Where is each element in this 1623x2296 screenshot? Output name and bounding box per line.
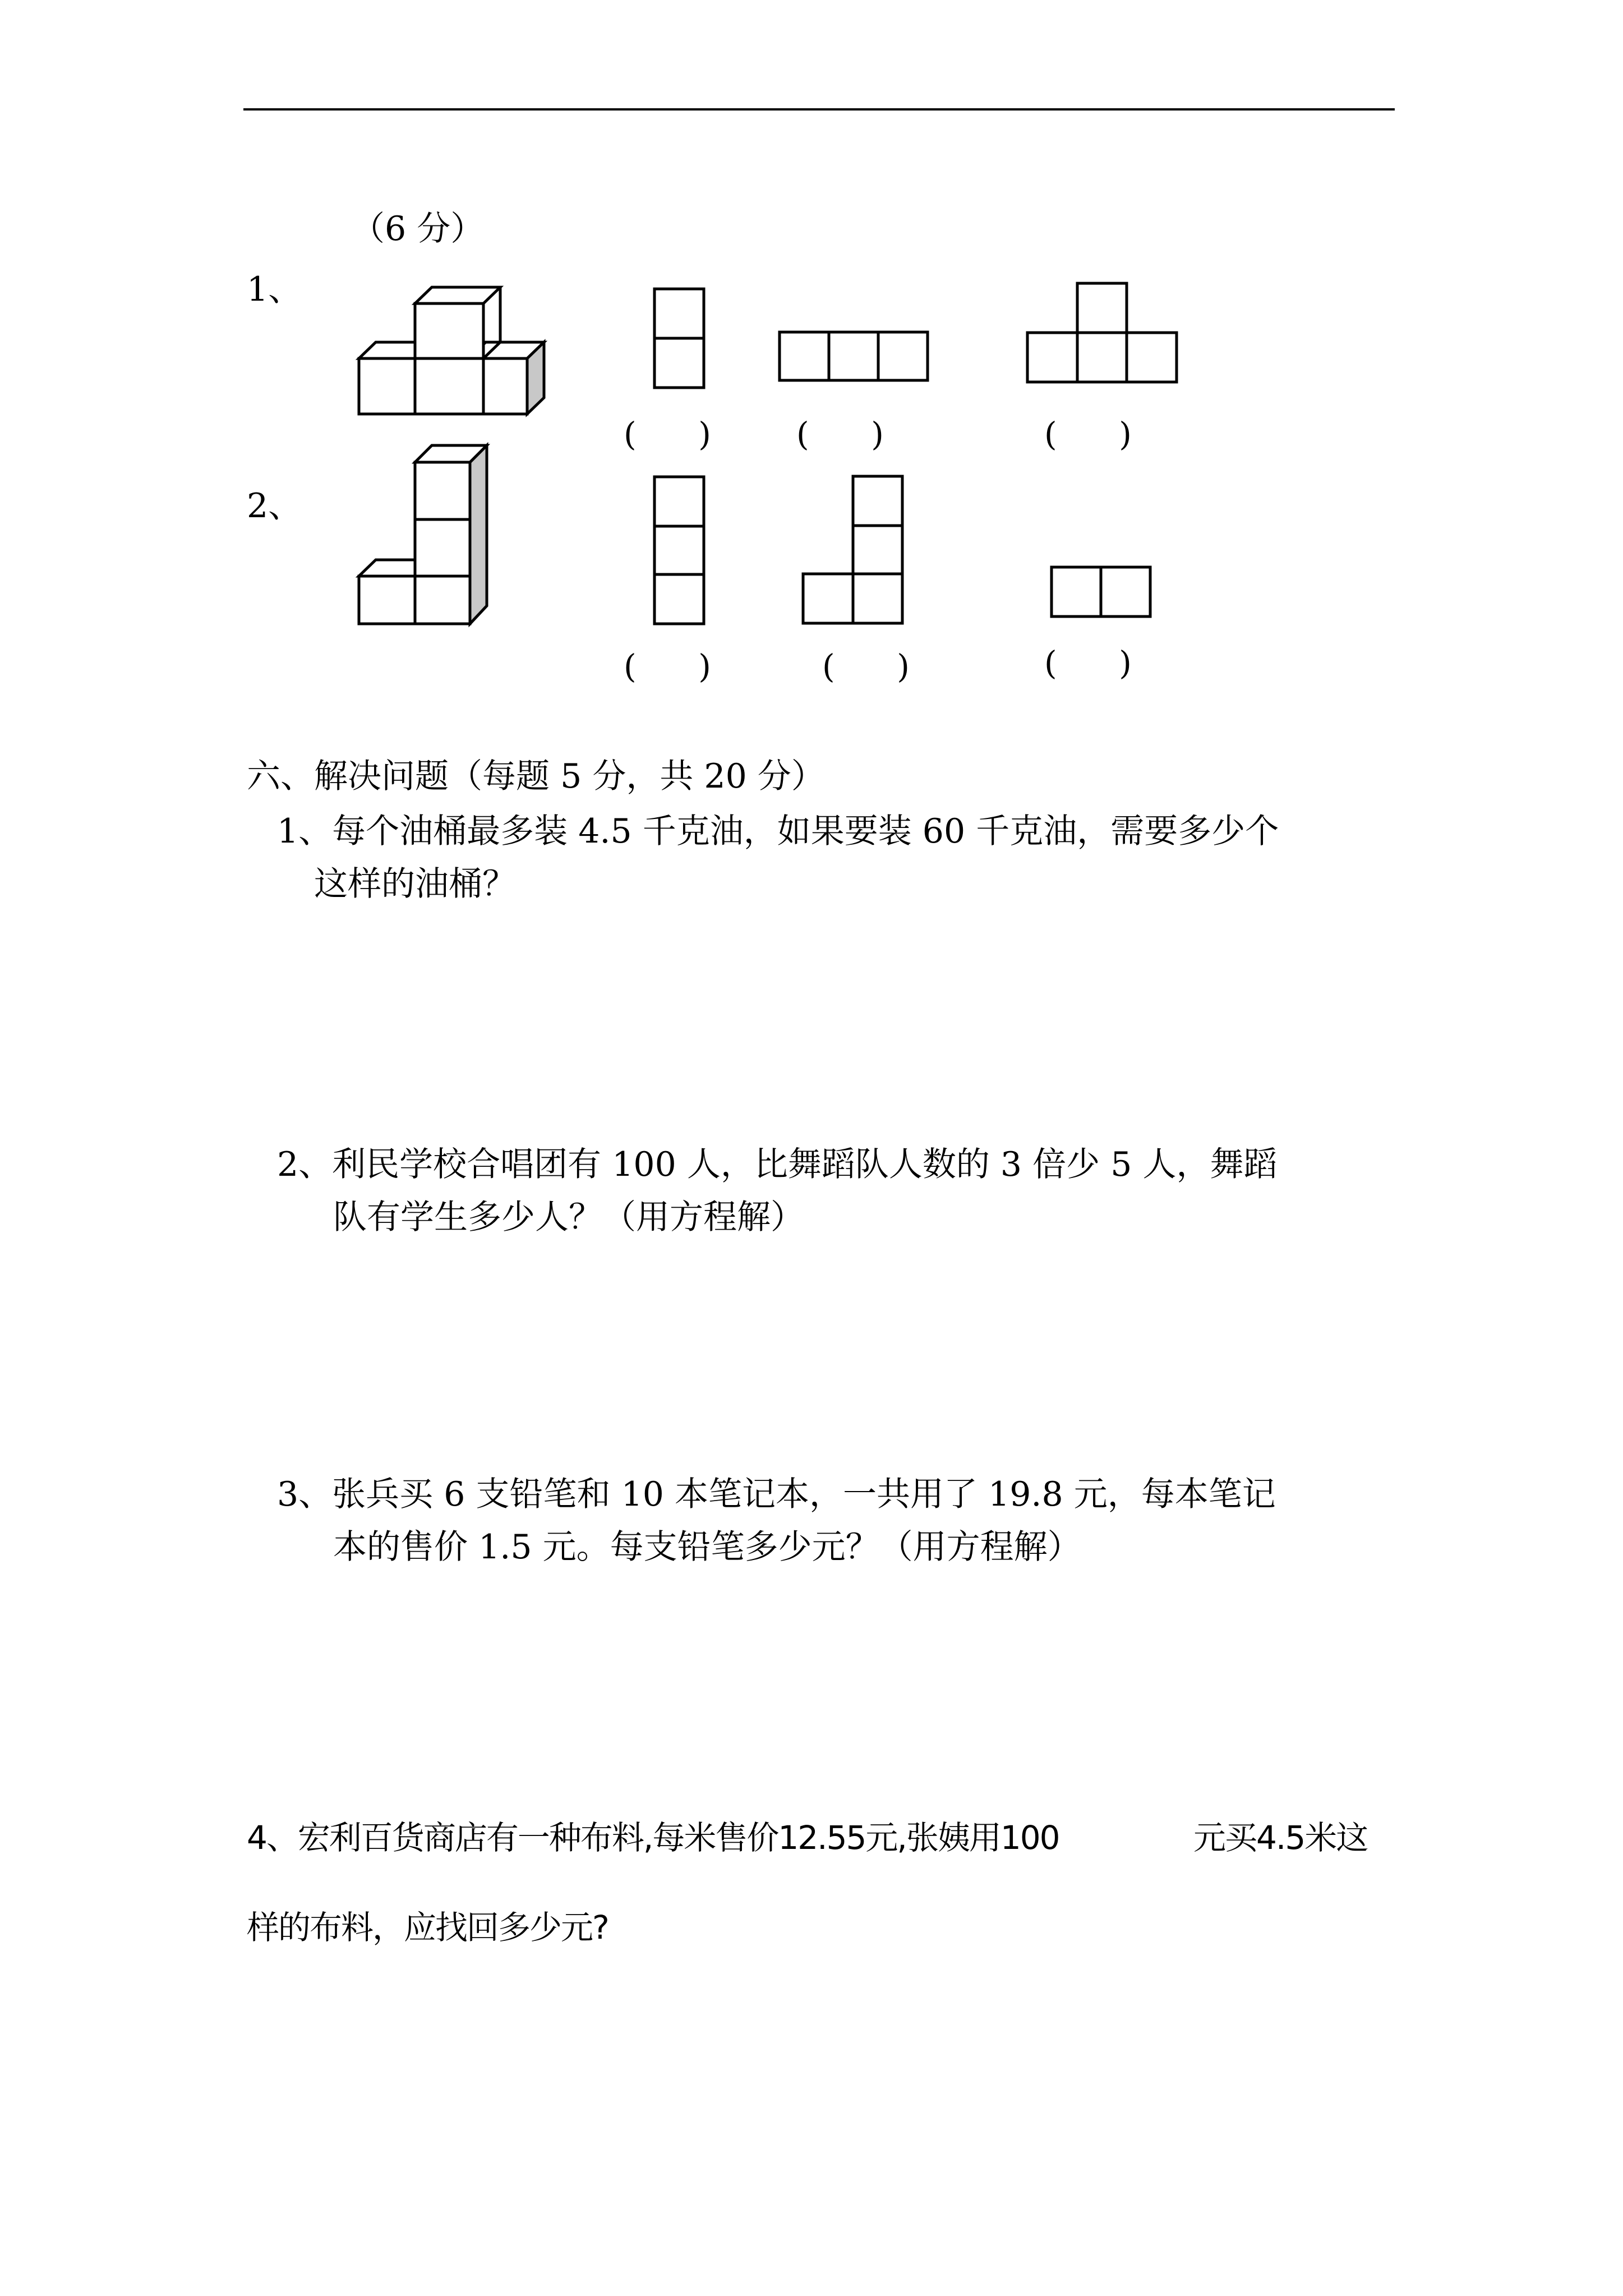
problem1-cube-solid <box>353 285 550 425</box>
problem2-answer-blank-1[interactable]: ( ) <box>624 647 711 685</box>
cube-face <box>359 576 415 624</box>
problem2-view-c <box>1050 565 1154 620</box>
cube-shaded-side <box>470 445 487 624</box>
problem2-cube-solid <box>354 443 495 639</box>
question-3-line-2: 本的售价 1.5 元。每支铅笔多少元？（用方程解） <box>333 1527 1081 1567</box>
cube-face <box>359 358 415 414</box>
cube-face <box>359 560 415 576</box>
question-3-line-1: 3、张兵买 6 支铅笔和 10 本笔记本，一共用了 19.8 元，每本笔记 <box>277 1475 1276 1514</box>
cube-face <box>415 519 470 576</box>
question-4-line-1b: 元买4.5米这 <box>1193 1819 1368 1857</box>
problem2-view-b <box>801 475 907 627</box>
problem1-answer-blank-1[interactable]: ( ) <box>624 415 711 453</box>
header-rule <box>243 108 1395 111</box>
question-4-line-1a: 4、宏利百货商店有一种布料,每米售价12.55元,张姨用100 <box>247 1819 1059 1857</box>
cube-face <box>483 358 527 414</box>
cube-face <box>415 462 470 519</box>
problem2-view-a <box>653 475 707 628</box>
question-2-line-1: 2、利民学校合唱团有 100 人，比舞蹈队人数的 3 倍少 5 人，舞蹈 <box>277 1145 1278 1184</box>
problem1-answer-blank-2[interactable]: ( ) <box>796 415 884 453</box>
question-2-line-2: 队有学生多少人？（用方程解） <box>333 1198 804 1237</box>
problem2-answer-blank-3[interactable]: ( ) <box>1044 644 1132 682</box>
section6-heading: 六、解决问题（每题 5 分，共 20 分） <box>247 757 825 796</box>
problem1-view-c <box>1026 282 1182 385</box>
question-1-line-1: 1、每个油桶最多装 4.5 千克油，如果要装 60 千克油，需要多少个 <box>277 812 1279 851</box>
question-4-line-2: 样的布料，应找回多少元? <box>247 1908 608 1947</box>
problem1-view-a <box>653 287 707 390</box>
problem2-number: 2、 <box>247 486 302 526</box>
problem1-answer-blank-3[interactable]: ( ) <box>1044 415 1132 453</box>
cube-face <box>415 358 483 414</box>
cube-face <box>415 287 500 303</box>
question-1-line-2: 这样的油桶？ <box>314 864 516 904</box>
problem1-number: 1、 <box>247 270 302 309</box>
problem1-view-b <box>778 330 932 383</box>
cube-face <box>359 342 415 358</box>
problem2-answer-blank-2[interactable]: ( ) <box>822 647 910 685</box>
cube-face <box>415 576 470 624</box>
cube-face <box>415 303 483 358</box>
figures-score: （6 分） <box>351 209 485 249</box>
